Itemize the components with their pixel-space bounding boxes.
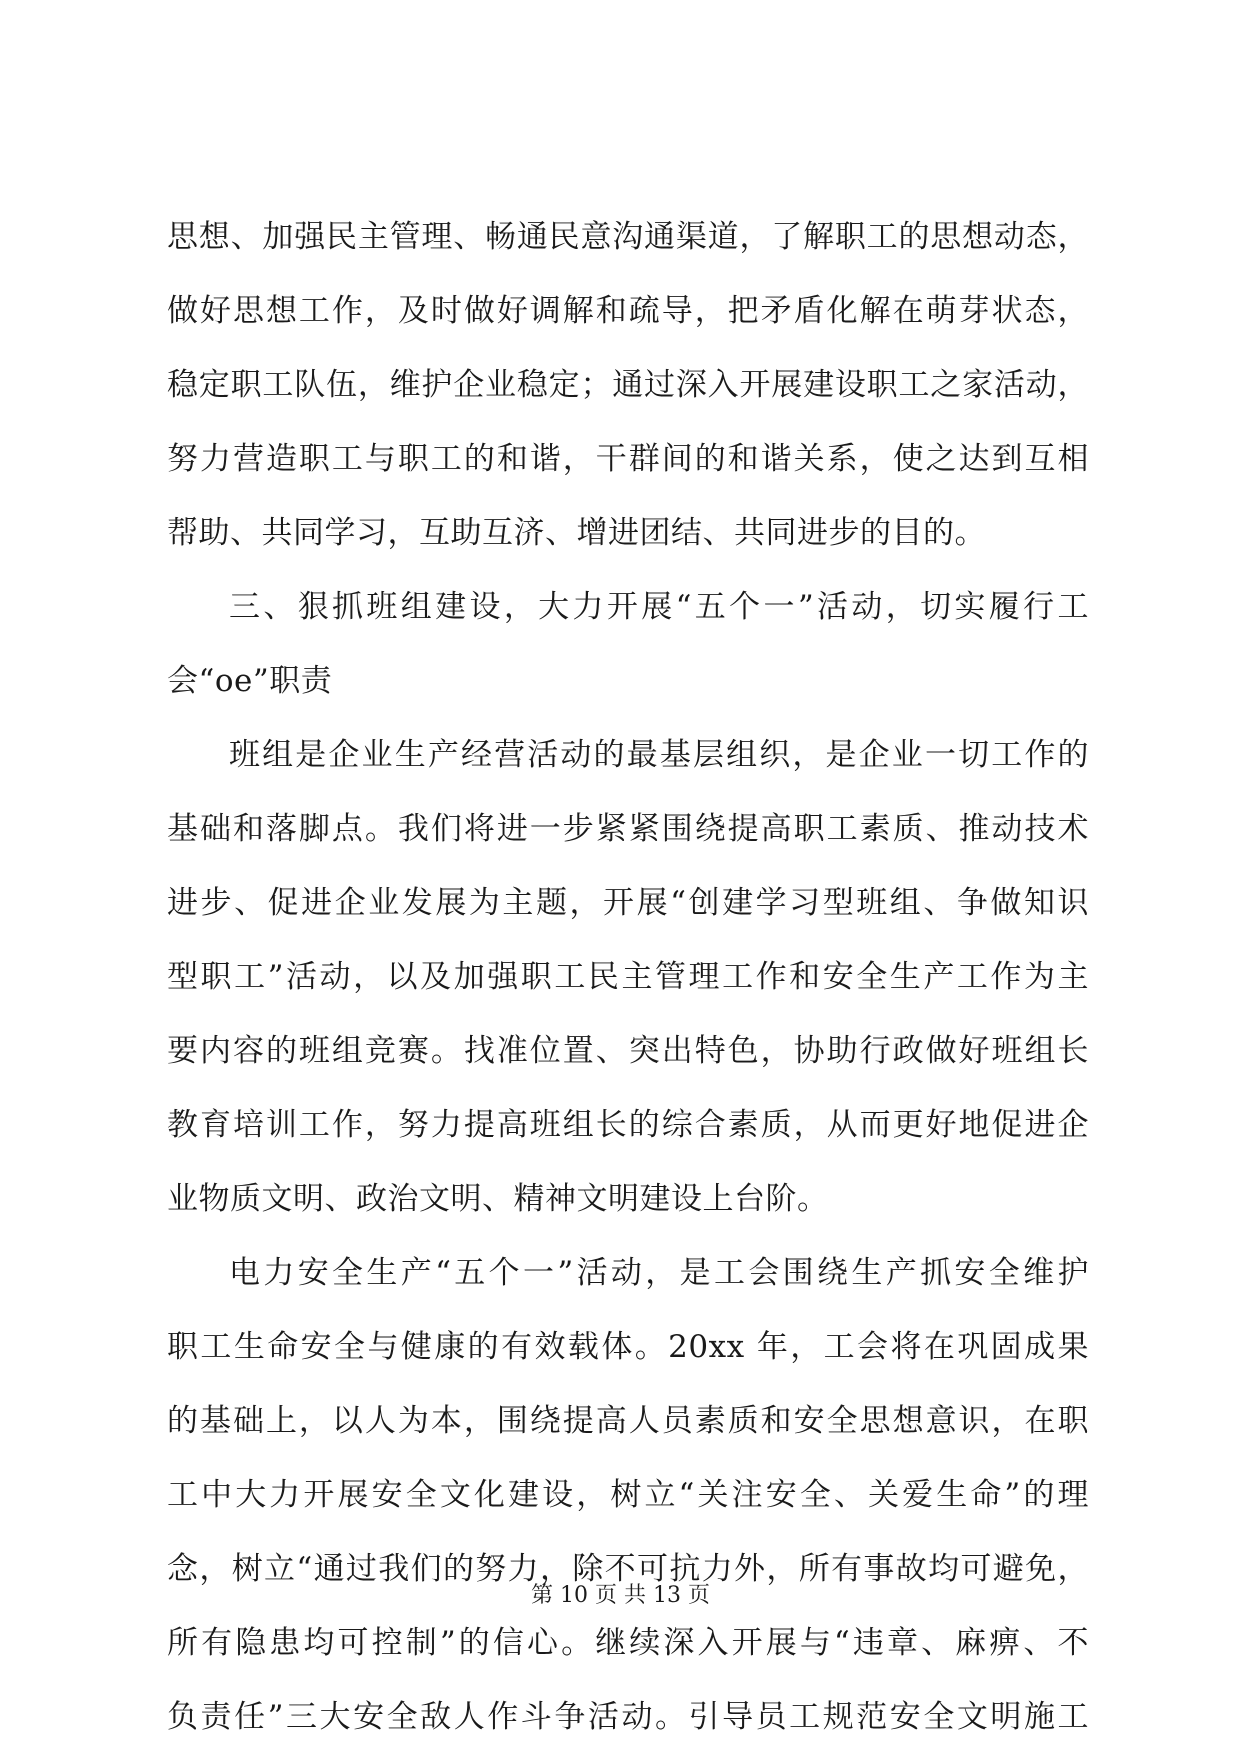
document-body: [167, 200, 1089, 1754]
text-line: 基础和落脚点。我们将进一步紧紧围绕提高职工素质、推动技术: [167, 811, 1089, 847]
text-line: 教育培训工作，努力提高班组长的综合素质，从而更好地促进企: [167, 1107, 1089, 1143]
text-line: 帮助、共同学习，互助互济、增进团结、共同进步的目的。: [167, 515, 986, 551]
text-line: 型职工”活动，以及加强职工民主管理工作和安全生产工作为主: [167, 959, 1089, 995]
text-line: 做好思想工作，及时做好调解和疏导，把矛盾化解在萌芽状态，: [167, 293, 1089, 329]
text-line: 职工生命安全与健康的有效载体。20xx 年，工会将在巩固成果: [167, 1329, 1089, 1365]
text-line: 所有隐患均可控制”的信心。继续深入开展与“违章、麻痹、不: [167, 1625, 1089, 1661]
section-heading-line: 三、狠抓班组建设，大力开展“五个一”活动，切实履行工: [229, 589, 1089, 625]
text-line: 班组是企业生产经营活动的最基层组织，是企业一切工作的: [229, 737, 1089, 773]
text-line: 要内容的班组竞赛。找准位置、突出特色，协助行政做好班组长: [167, 1033, 1089, 1069]
text-line: 进步、促进企业发展为主题，开展“创建学习型班组、争做知识: [167, 885, 1089, 921]
text-line: 努力营造职工与职工的和谐，干群间的和谐关系，使之达到互相: [167, 441, 1089, 477]
text-line: 业物质文明、政治文明、精神文明建设上台阶。: [167, 1181, 829, 1217]
text-line: 电力安全生产“五个一”活动，是工会围绕生产抓安全维护: [229, 1255, 1089, 1291]
text-line: 负责任”三大安全敌人作斗争活动。引导员工规范安全文明施工: [167, 1699, 1089, 1735]
text-line: 稳定职工队伍，维护企业稳定；通过深入开展建设职工之家活动，: [167, 367, 1089, 403]
page-number-footer: 第 10 页 共 13 页: [531, 1583, 710, 1608]
text-line: 工中大力开展安全文化建设，树立“关注安全、关爱生命”的理: [167, 1477, 1089, 1513]
text-line: 念，树立“通过我们的努力，除不可抗力外，所有事故均可避免，: [167, 1551, 1089, 1587]
text-line: 思想、加强民主管理、畅通民意沟通渠道，了解职工的思想动态，: [167, 219, 1089, 255]
section-heading-line: 会“oe”职责: [167, 663, 333, 699]
text-line: 的基础上，以人为本，围绕提高人员素质和安全思想意识，在职: [167, 1403, 1089, 1439]
